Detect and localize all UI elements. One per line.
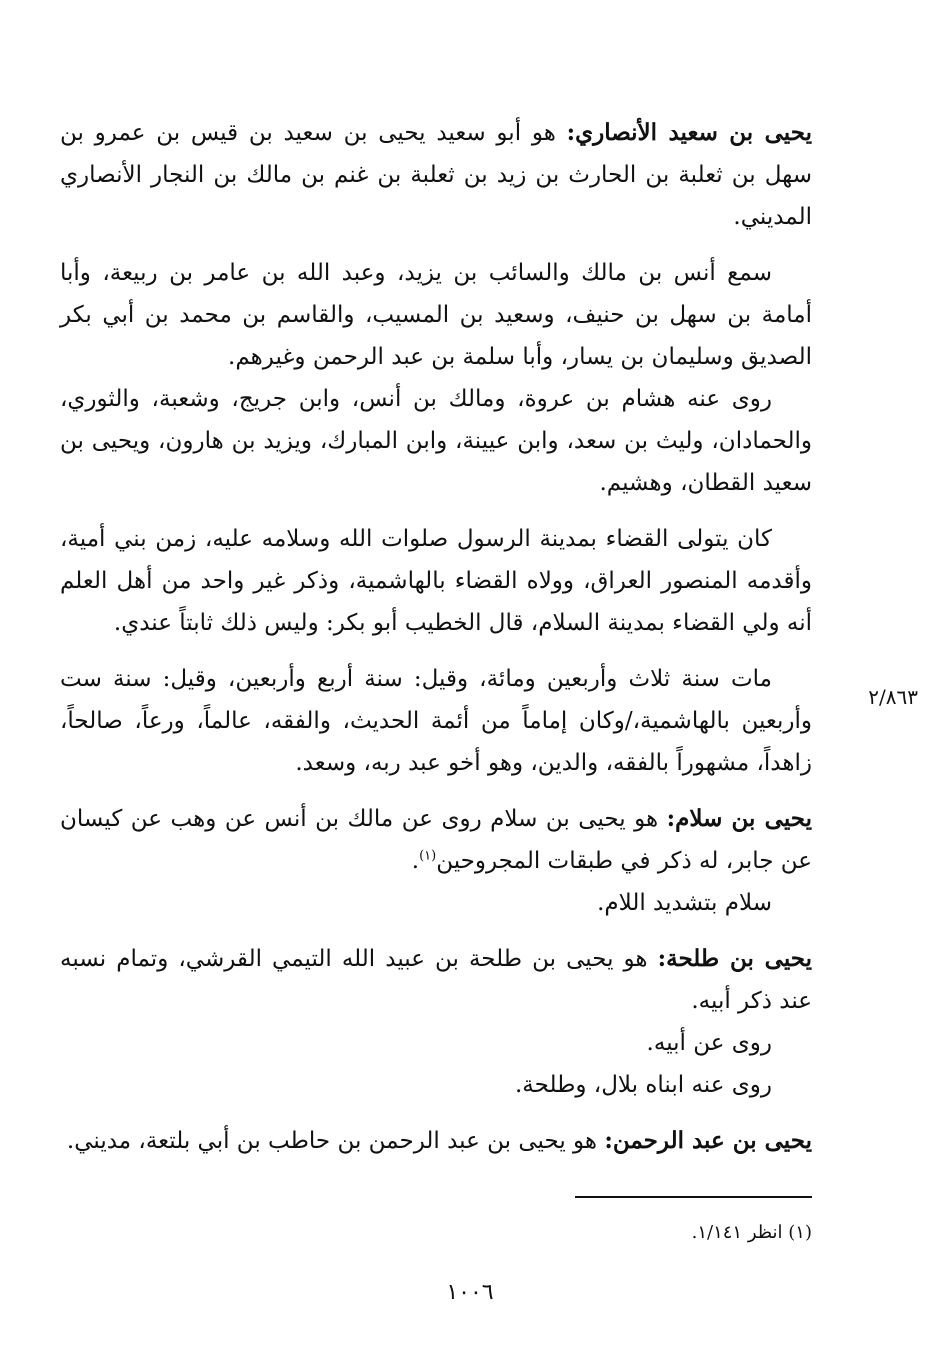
paragraph-teachers: سمع أنس بن مالك والسائب بن يزيد، وعبد الله بن عامر بن ربيعة، وأبا أمامة بن سهل بن حنيف، وسعيد بن المسيب، والقاسم بن محمد بن أبي بكر الصديق وسليمان بن يسار، وأبا سلمة بن عبد الرحمن وغيرهم. bbox=[60, 260, 812, 370]
entry-yahya-ibn-said-judgeship bbox=[60, 518, 812, 644]
paragraph-death: مات سنة ثلاث وأربعين ومائة، وقيل: سنة أربع وأربعين، وقيل: سنة ست وأربعين بالهاشمية،/وكان إماماً من أئمة الحديث، والفقه، عالماً، ورعاً، صالحاً، زاهداً، مشهوراً بالفقه، والدين، وهو أخو عبد ربه، وسعد. bbox=[60, 666, 812, 776]
entry-yahya-ibn-talha bbox=[60, 938, 812, 1106]
entry-yahya-ibn-abd-al-rahman bbox=[60, 1120, 812, 1162]
entry-heading: يحيى بن سعيد الأنصاري: bbox=[566, 119, 812, 146]
entry-heading: يحيى بن طلحة: bbox=[657, 945, 813, 972]
margin-page-reference: ٢/٨٦٣ bbox=[868, 685, 918, 709]
paragraph-narrated-by: روى عنه ابناه بلال، وطلحة. bbox=[514, 1072, 772, 1098]
entry-yahya-ibn-said-narrators bbox=[60, 252, 812, 504]
paragraph-judgeship: كان يتولى القضاء بمدينة الرسول صلوات الله وسلامه عليه، زمن بني أمية، وأقدمه المنصور العراق، وولاه القضاء بالهاشمية، وذكر غير واحد من أهل العلم أنه ولي القضاء بمدينة السلام، قال الخطيب أبو بكر: وليس ذلك ثابتاً عندي. bbox=[60, 526, 812, 636]
entry-text: هو يحيى بن عبد الرحمن بن حاطب بن أبي بلتعة، مديني. bbox=[66, 1128, 605, 1154]
page-number: ١٠٠٦ bbox=[446, 1280, 494, 1305]
footnote-reference[interactable]: (١) bbox=[419, 848, 437, 864]
entry-yahya-ibn-sallam bbox=[60, 798, 812, 924]
footnote: (١) انظر ١/١٤١. bbox=[691, 1222, 812, 1243]
entry-text-end: . bbox=[411, 848, 420, 874]
entry-text: هو أبو سعيد يحيى بن سعيد بن قيس بن عمرو بن سهل بن ثعلبة بن الحارث بن زيد بن ثعلبة بن غنم بن مالك بن النجار الأنصاري المديني. bbox=[60, 120, 812, 230]
entry-yahya-ibn-said-death bbox=[60, 658, 812, 784]
entry-heading: يحيى بن سلام: bbox=[666, 805, 813, 832]
paragraph-students: روى عنه هشام بن عروة، ومالك بن أنس، وابن جريج، وشعبة، والثوري، والحمادان، وليث بن سعد، وابن عيينة، وابن المبارك، ويزيد بن هارون، ويحيى بن سعيد القطان، وهشيم. bbox=[60, 386, 812, 496]
entry-yahya-ibn-said bbox=[60, 112, 812, 238]
footnote-divider bbox=[575, 1196, 812, 1198]
document-body bbox=[60, 112, 812, 1176]
entry-text: هو يحيى بن سلام روى عن مالك بن أنس عن وهب عن كيسان عن جابر، له ذكر في طبقات المجروحين bbox=[60, 806, 812, 874]
paragraph-narrated-from: روى عن أبيه. bbox=[646, 1030, 772, 1056]
paragraph-note: سلام بتشديد اللام. bbox=[597, 890, 772, 916]
entry-heading: يحيى بن عبد الرحمن: bbox=[604, 1127, 812, 1154]
entry-text: هو يحيى بن طلحة بن عبيد الله التيمي القرشي، وتمام نسبه عند ذكر أبيه. bbox=[60, 946, 812, 1014]
